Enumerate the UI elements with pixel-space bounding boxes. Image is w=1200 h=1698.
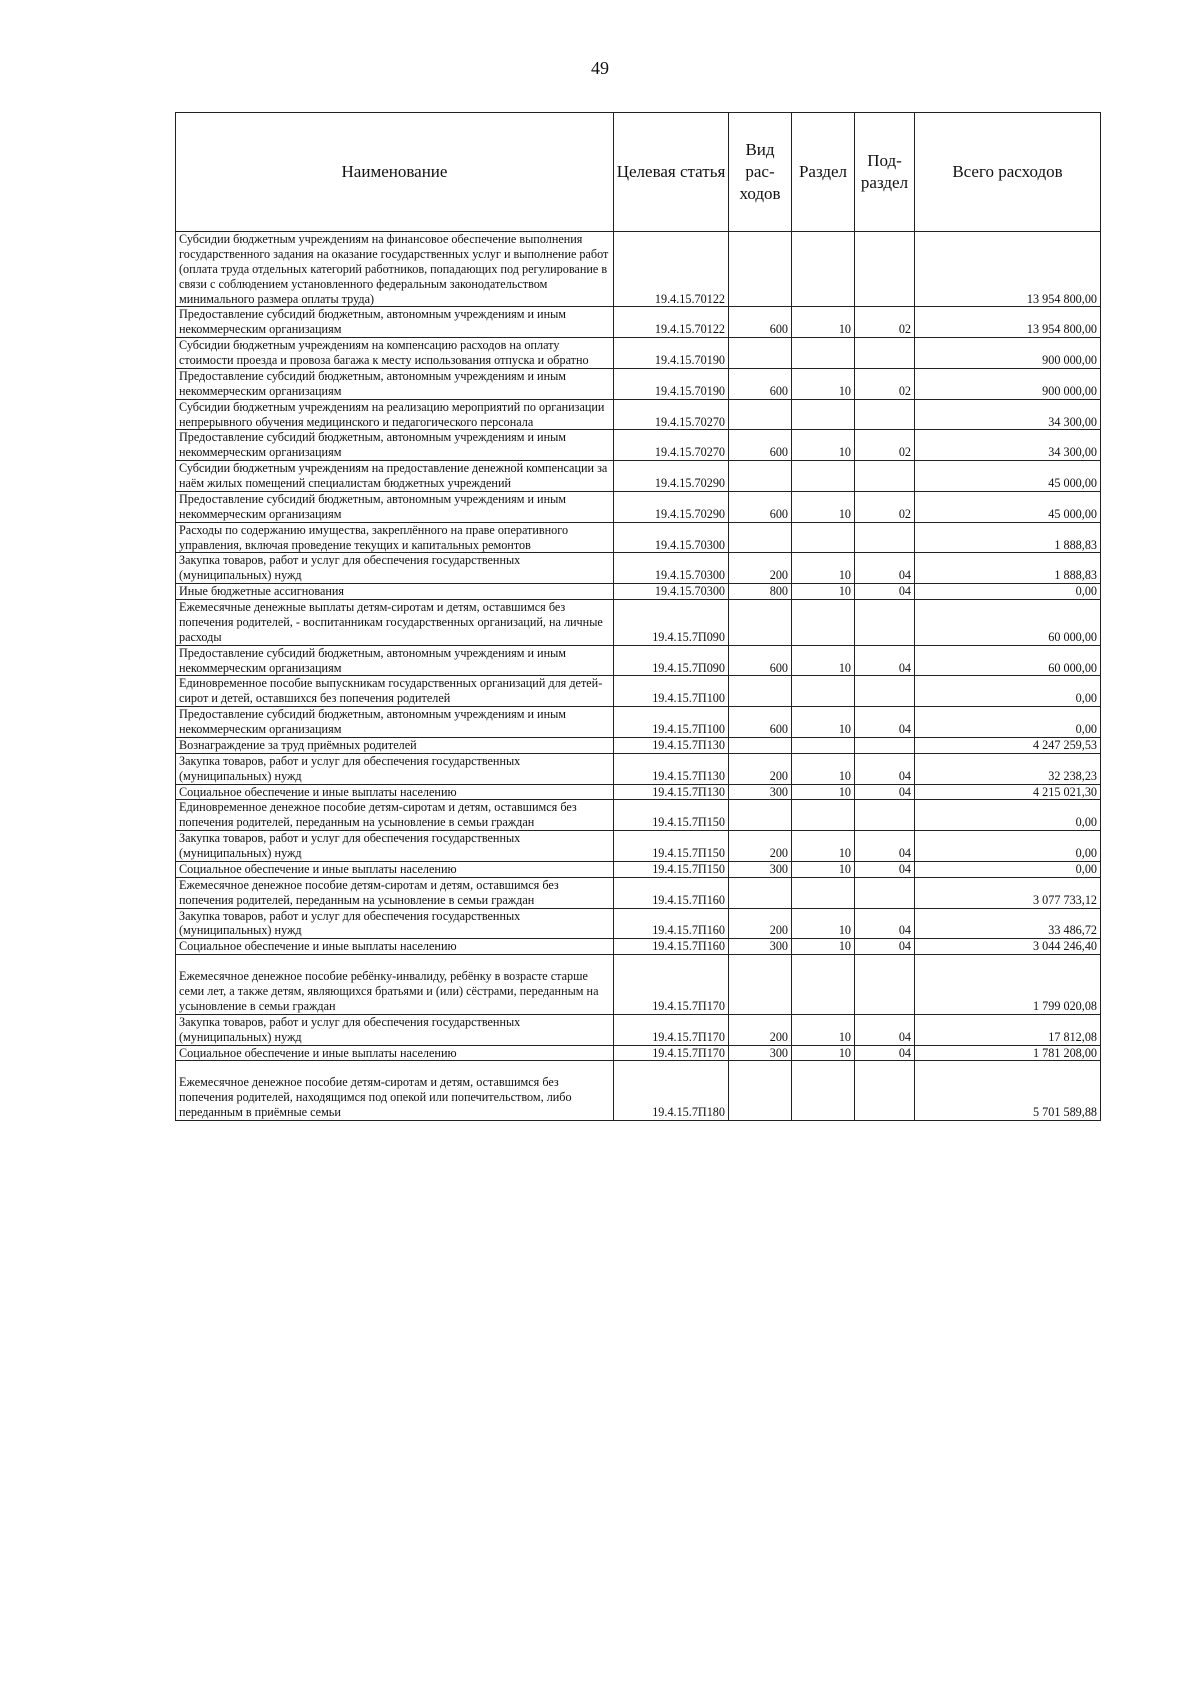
cell-code: 19.4.15.7П100 xyxy=(614,707,729,738)
cell-type xyxy=(729,338,792,369)
cell-code: 19.4.15.7П160 xyxy=(614,939,729,955)
cell-type: 300 xyxy=(729,1045,792,1061)
table-row xyxy=(176,584,1101,600)
cell-total: 900 000,00 xyxy=(915,338,1101,369)
cell-total: 900 000,00 xyxy=(915,368,1101,399)
cell-section xyxy=(792,399,855,430)
cell-subsection: 04 xyxy=(855,553,915,584)
cell-section: 10 xyxy=(792,939,855,955)
table-body xyxy=(176,232,1101,1121)
cell-type: 300 xyxy=(729,861,792,877)
cell-total: 0,00 xyxy=(915,676,1101,707)
cell-total: 45 000,00 xyxy=(915,461,1101,492)
cell-type xyxy=(729,1061,792,1121)
cell-total: 34 300,00 xyxy=(915,399,1101,430)
cell-section: 10 xyxy=(792,1045,855,1061)
cell-subsection: 04 xyxy=(855,645,915,676)
table-row xyxy=(176,737,1101,753)
cell-subsection: 02 xyxy=(855,368,915,399)
table-row xyxy=(176,676,1101,707)
header-section: Раздел xyxy=(792,113,855,232)
cell-name: Социальное обеспечение и иные выплаты населению xyxy=(176,861,614,877)
cell-name: Закупка товаров, работ и услуг для обеспечения государственных (муниципальных) нужд xyxy=(176,753,614,784)
cell-subsection: 04 xyxy=(855,1014,915,1045)
cell-name: Предоставление субсидий бюджетным, автономным учреждениям и иным некоммерческим организациям xyxy=(176,707,614,738)
table-row xyxy=(176,553,1101,584)
cell-code: 19.4.15.7П170 xyxy=(614,1045,729,1061)
cell-type xyxy=(729,676,792,707)
cell-type: 200 xyxy=(729,553,792,584)
table-row xyxy=(176,800,1101,831)
cell-type: 200 xyxy=(729,831,792,862)
cell-total: 1 781 208,00 xyxy=(915,1045,1101,1061)
cell-subsection xyxy=(855,461,915,492)
cell-subsection: 04 xyxy=(855,784,915,800)
cell-subsection xyxy=(855,955,915,1015)
cell-subsection: 04 xyxy=(855,584,915,600)
cell-code: 19.4.15.70300 xyxy=(614,584,729,600)
cell-code: 19.4.15.70290 xyxy=(614,461,729,492)
cell-name: Социальное обеспечение и иные выплаты населению xyxy=(176,784,614,800)
cell-total: 4 215 021,30 xyxy=(915,784,1101,800)
cell-name: Закупка товаров, работ и услуг для обеспечения государственных (муниципальных) нужд xyxy=(176,908,614,939)
cell-code: 19.4.15.70270 xyxy=(614,430,729,461)
table-row xyxy=(176,1045,1101,1061)
cell-code: 19.4.15.7П130 xyxy=(614,784,729,800)
cell-total: 0,00 xyxy=(915,831,1101,862)
cell-code: 19.4.15.7П150 xyxy=(614,861,729,877)
cell-name: Субсидии бюджетным учреждениям на предоставление денежной компенсации за наём жилых помещений специалистам бюджетных учреждений xyxy=(176,461,614,492)
cell-code: 19.4.15.7П170 xyxy=(614,1014,729,1045)
table-row xyxy=(176,645,1101,676)
cell-section xyxy=(792,522,855,553)
cell-code: 19.4.15.7П130 xyxy=(614,753,729,784)
cell-total: 3 077 733,12 xyxy=(915,877,1101,908)
table-row xyxy=(176,955,1101,1015)
cell-code: 19.4.15.70290 xyxy=(614,491,729,522)
cell-subsection xyxy=(855,877,915,908)
cell-name: Субсидии бюджетным учреждениям на реализацию мероприятий по организации непрерывного обучения медицинского и педагогического персонала xyxy=(176,399,614,430)
cell-subsection xyxy=(855,676,915,707)
cell-type: 200 xyxy=(729,1014,792,1045)
cell-name: Ежемесячные денежные выплаты детям-сиротам и детям, оставшимся без попечения родителей, - воспитанникам государственных организаций, на личные расходы xyxy=(176,600,614,646)
cell-total: 1 888,83 xyxy=(915,553,1101,584)
cell-total: 13 954 800,00 xyxy=(915,307,1101,338)
header-type: Вид рас-ходов xyxy=(729,113,792,232)
cell-type: 200 xyxy=(729,908,792,939)
cell-section: 10 xyxy=(792,861,855,877)
cell-total: 32 238,23 xyxy=(915,753,1101,784)
cell-section: 10 xyxy=(792,307,855,338)
table-header-row xyxy=(176,113,1101,232)
cell-code: 19.4.15.7П150 xyxy=(614,800,729,831)
table-row xyxy=(176,430,1101,461)
cell-section xyxy=(792,600,855,646)
cell-code: 19.4.15.7П130 xyxy=(614,737,729,753)
cell-total: 17 812,08 xyxy=(915,1014,1101,1045)
table-row xyxy=(176,908,1101,939)
cell-subsection: 04 xyxy=(855,753,915,784)
cell-subsection: 02 xyxy=(855,307,915,338)
cell-section xyxy=(792,1061,855,1121)
cell-total: 34 300,00 xyxy=(915,430,1101,461)
cell-name: Социальное обеспечение и иные выплаты населению xyxy=(176,939,614,955)
cell-total: 60 000,00 xyxy=(915,645,1101,676)
cell-total: 13 954 800,00 xyxy=(915,232,1101,307)
table-row xyxy=(176,399,1101,430)
cell-section xyxy=(792,737,855,753)
cell-total: 0,00 xyxy=(915,800,1101,831)
cell-code: 19.4.15.70190 xyxy=(614,338,729,369)
cell-type: 300 xyxy=(729,784,792,800)
cell-total: 60 000,00 xyxy=(915,600,1101,646)
cell-subsection xyxy=(855,338,915,369)
table-row xyxy=(176,784,1101,800)
cell-name: Вознаграждение за труд приёмных родителей xyxy=(176,737,614,753)
table-row xyxy=(176,753,1101,784)
cell-code: 19.4.15.7П090 xyxy=(614,600,729,646)
cell-name: Предоставление субсидий бюджетным, автономным учреждениям и иным некоммерческим организациям xyxy=(176,491,614,522)
cell-code: 19.4.15.7П180 xyxy=(614,1061,729,1121)
cell-name: Предоставление субсидий бюджетным, автономным учреждениям и иным некоммерческим организациям xyxy=(176,645,614,676)
cell-type: 600 xyxy=(729,645,792,676)
cell-section: 10 xyxy=(792,831,855,862)
table-row xyxy=(176,1014,1101,1045)
cell-code: 19.4.15.70300 xyxy=(614,522,729,553)
table-row xyxy=(176,232,1101,307)
cell-section: 10 xyxy=(792,784,855,800)
cell-name: Субсидии бюджетным учреждениям на компенсацию расходов на оплату стоимости проезда и провоза багажа к месту использования отпуска и обратно xyxy=(176,338,614,369)
cell-subsection xyxy=(855,522,915,553)
cell-name: Закупка товаров, работ и услуг для обеспечения государственных (муниципальных) нужд xyxy=(176,831,614,862)
cell-section xyxy=(792,338,855,369)
cell-type xyxy=(729,600,792,646)
cell-type: 600 xyxy=(729,430,792,461)
cell-type xyxy=(729,800,792,831)
cell-type: 800 xyxy=(729,584,792,600)
header-code: Целевая статья xyxy=(614,113,729,232)
cell-name: Единовременное денежное пособие детям-сиротам и детям, оставшимся без попечения родителей, переданным на усыновление в семьи граждан xyxy=(176,800,614,831)
cell-subsection: 04 xyxy=(855,707,915,738)
cell-total: 1 888,83 xyxy=(915,522,1101,553)
cell-subsection: 04 xyxy=(855,939,915,955)
cell-section xyxy=(792,955,855,1015)
cell-total: 33 486,72 xyxy=(915,908,1101,939)
cell-subsection xyxy=(855,737,915,753)
cell-section: 10 xyxy=(792,753,855,784)
cell-name: Субсидии бюджетным учреждениям на финансовое обеспечение выполнения государственного задания на оказание государственных услуг и выполнение работ (оплата труда отдельных категорий работников, попадающих под регулирование в связи с соблюдением установленного федеральным законодательством минимального размера оплаты труда) xyxy=(176,232,614,307)
table-row xyxy=(176,877,1101,908)
table-row xyxy=(176,939,1101,955)
cell-name: Ежемесячное денежное пособие ребёнку-инвалиду, ребёнку в возрасте старше семи лет, а также детям, являющихся братьями и (или) сёстрами, переданным на усыновление в семьи граждан xyxy=(176,955,614,1015)
cell-total: 5 701 589,88 xyxy=(915,1061,1101,1121)
cell-section xyxy=(792,461,855,492)
cell-type: 600 xyxy=(729,707,792,738)
cell-section xyxy=(792,676,855,707)
cell-section: 10 xyxy=(792,908,855,939)
cell-code: 19.4.15.70300 xyxy=(614,553,729,584)
budget-table xyxy=(175,112,1101,1121)
cell-type xyxy=(729,522,792,553)
cell-code: 19.4.15.7П170 xyxy=(614,955,729,1015)
cell-code: 19.4.15.7П160 xyxy=(614,877,729,908)
cell-code: 19.4.15.7П100 xyxy=(614,676,729,707)
cell-type: 600 xyxy=(729,491,792,522)
cell-name: Закупка товаров, работ и услуг для обеспечения государственных (муниципальных) нужд xyxy=(176,553,614,584)
page-number: 49 xyxy=(591,58,609,78)
cell-type: 300 xyxy=(729,939,792,955)
cell-subsection: 04 xyxy=(855,831,915,862)
table-row xyxy=(176,1061,1101,1121)
cell-name: Ежемесячное денежное пособие детям-сиротам и детям, оставшимся без попечения родителей, находящимся под опекой или попечительством, либо переданным в приёмные семьи xyxy=(176,1061,614,1121)
cell-total: 0,00 xyxy=(915,584,1101,600)
cell-type xyxy=(729,955,792,1015)
cell-section xyxy=(792,800,855,831)
cell-code: 19.4.15.7П090 xyxy=(614,645,729,676)
cell-name: Иные бюджетные ассигнования xyxy=(176,584,614,600)
cell-subsection xyxy=(855,399,915,430)
cell-type xyxy=(729,877,792,908)
cell-name: Социальное обеспечение и иные выплаты населению xyxy=(176,1045,614,1061)
cell-name: Предоставление субсидий бюджетным, автономным учреждениям и иным некоммерческим организациям xyxy=(176,368,614,399)
cell-name: Ежемесячное денежное пособие детям-сиротам и детям, оставшимся без попечения родителей, переданным на усыновление в семьи граждан xyxy=(176,877,614,908)
cell-subsection: 02 xyxy=(855,430,915,461)
cell-section: 10 xyxy=(792,430,855,461)
cell-type: 600 xyxy=(729,307,792,338)
cell-total: 3 044 246,40 xyxy=(915,939,1101,955)
table-row xyxy=(176,831,1101,862)
cell-type: 600 xyxy=(729,368,792,399)
header-total: Всего расходов xyxy=(915,113,1101,232)
header-subsection: Под-раздел xyxy=(855,113,915,232)
cell-subsection: 04 xyxy=(855,1045,915,1061)
cell-code: 19.4.15.70270 xyxy=(614,399,729,430)
cell-total: 0,00 xyxy=(915,707,1101,738)
table-row xyxy=(176,307,1101,338)
cell-subsection xyxy=(855,1061,915,1121)
cell-section: 10 xyxy=(792,1014,855,1045)
cell-code: 19.4.15.70122 xyxy=(614,232,729,307)
table-row xyxy=(176,600,1101,646)
cell-section: 10 xyxy=(792,584,855,600)
cell-section: 10 xyxy=(792,707,855,738)
cell-type: 200 xyxy=(729,753,792,784)
cell-name: Расходы по содержанию имущества, закреплённого на праве оперативного управления, включая проведение текущих и капитальных ремонтов xyxy=(176,522,614,553)
cell-code: 19.4.15.7П160 xyxy=(614,908,729,939)
cell-type xyxy=(729,461,792,492)
cell-section: 10 xyxy=(792,645,855,676)
cell-name: Предоставление субсидий бюджетным, автономным учреждениям и иным некоммерческим организациям xyxy=(176,430,614,461)
cell-section: 10 xyxy=(792,491,855,522)
cell-subsection xyxy=(855,600,915,646)
table-row xyxy=(176,491,1101,522)
cell-total: 1 799 020,08 xyxy=(915,955,1101,1015)
table-row xyxy=(176,338,1101,369)
cell-subsection: 04 xyxy=(855,908,915,939)
cell-type xyxy=(729,399,792,430)
cell-section xyxy=(792,232,855,307)
cell-type xyxy=(729,232,792,307)
cell-section xyxy=(792,877,855,908)
table-row xyxy=(176,861,1101,877)
cell-total: 45 000,00 xyxy=(915,491,1101,522)
header-name: Наименование xyxy=(176,113,614,232)
cell-name: Предоставление субсидий бюджетным, автономным учреждениям и иным некоммерческим организациям xyxy=(176,307,614,338)
cell-code: 19.4.15.70190 xyxy=(614,368,729,399)
table-row xyxy=(176,522,1101,553)
cell-subsection xyxy=(855,800,915,831)
cell-section: 10 xyxy=(792,368,855,399)
cell-type xyxy=(729,737,792,753)
cell-code: 19.4.15.70122 xyxy=(614,307,729,338)
cell-total: 0,00 xyxy=(915,861,1101,877)
cell-subsection xyxy=(855,232,915,307)
cell-name: Закупка товаров, работ и услуг для обеспечения государственных (муниципальных) нужд xyxy=(176,1014,614,1045)
cell-name: Единовременное пособие выпускникам государственных организаций для детей-сирот и детей, оставшихся без попечения родителей xyxy=(176,676,614,707)
cell-code: 19.4.15.7П150 xyxy=(614,831,729,862)
table-row xyxy=(176,368,1101,399)
cell-total: 4 247 259,53 xyxy=(915,737,1101,753)
table-row xyxy=(176,461,1101,492)
cell-subsection: 02 xyxy=(855,491,915,522)
table-row xyxy=(176,707,1101,738)
cell-section: 10 xyxy=(792,553,855,584)
cell-subsection: 04 xyxy=(855,861,915,877)
